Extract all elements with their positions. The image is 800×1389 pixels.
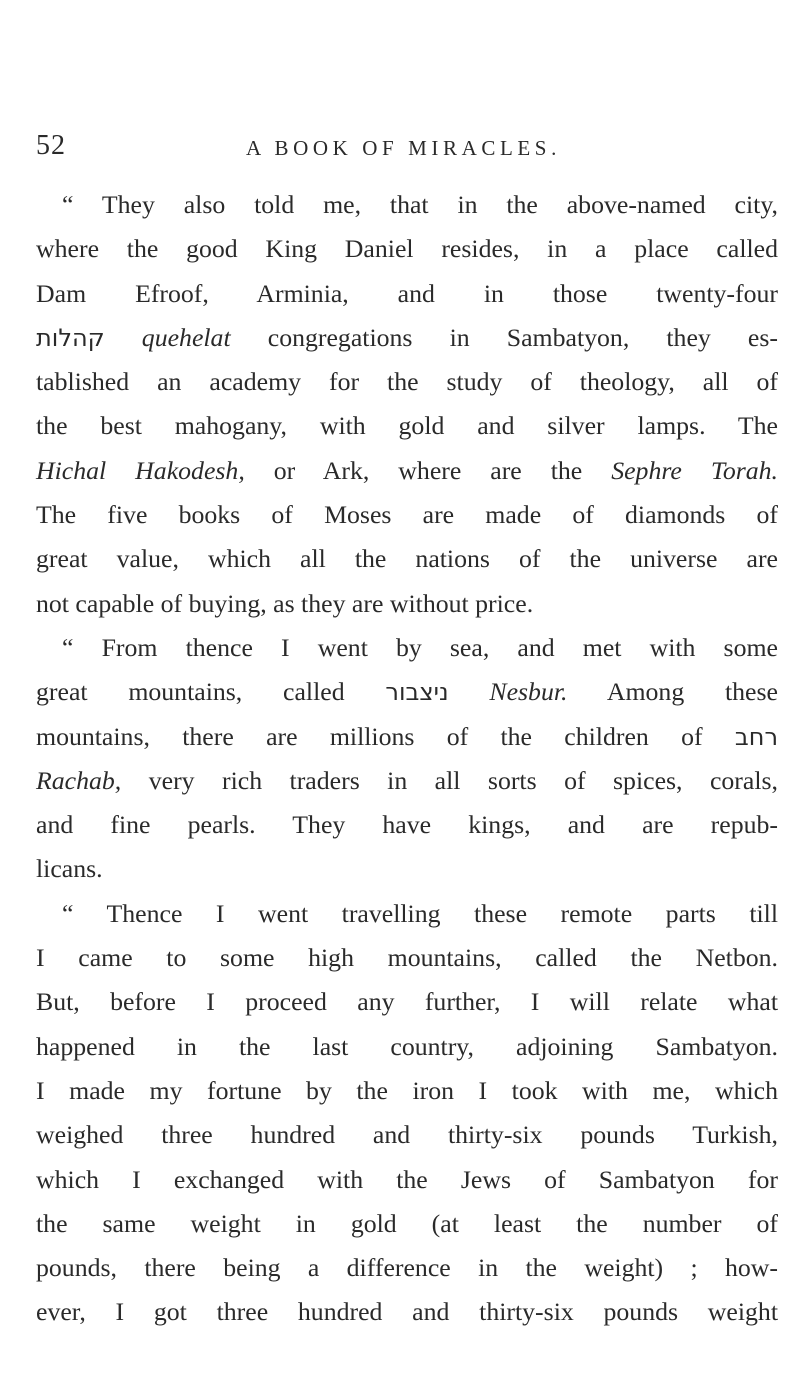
italic-word: Nesbur. — [489, 677, 568, 707]
text-line: “ From thence I went by sea, and met with some — [62, 632, 778, 662]
text-line — [36, 449, 778, 493]
italic-word: quehelat — [141, 322, 231, 352]
text-line: The five books of Moses are made of diamonds of — [36, 500, 778, 530]
page-header — [36, 130, 776, 170]
text-segment: great mountains, called — [36, 677, 345, 707]
text-line: But, before I proceed any further, I will relate what — [36, 987, 778, 1017]
text-segment: Among these — [606, 677, 778, 707]
text-line — [36, 715, 778, 759]
text-line: pounds, there being a difference in the weight) ; how- — [36, 1253, 778, 1283]
italic-word: Rachab, — [36, 765, 122, 795]
italic-phrase: Sephre Torah. — [611, 455, 778, 485]
text-line: I made my fortune by the iron I took with me, which — [36, 1075, 778, 1105]
text-line: happened in the last country, adjoining Sambatyon. — [36, 1031, 778, 1061]
text-line: tablished an academy for the study of theology, all of — [36, 367, 778, 397]
text-line: “ They also told me, that in the above-named city, — [62, 190, 778, 219]
body-text — [36, 183, 778, 1335]
text-line: where the good King Daniel resides, in a place called — [36, 234, 778, 264]
text-segment: congregations in Sambatyon, they es- — [267, 322, 778, 352]
running-title: A BOOK OF MIRACLES. — [246, 136, 561, 160]
text-line — [36, 316, 778, 360]
hebrew-word: רחב — [734, 722, 778, 751]
hebrew-word: ניצבור — [385, 678, 449, 707]
text-line: weighed three hundred and thirty-six pounds Turkish, — [36, 1120, 778, 1150]
text-line: Dam Efroof, Arminia, and in those twenty-four — [36, 278, 778, 308]
hebrew-word: קהלות — [36, 323, 105, 352]
text-line: licans. — [36, 854, 103, 884]
italic-phrase: Hichal Hakodesh, — [36, 455, 245, 485]
text-line: great value, which all the nations of the universe are — [36, 544, 778, 574]
text-line: ever, I got three hundred and thirty-six pounds weight — [36, 1297, 778, 1327]
text-line: not capable of buying, as they are without price. — [36, 588, 534, 618]
page-number: 52 — [36, 130, 66, 161]
text-line — [36, 759, 778, 803]
text-line: “ Thence I went travelling these remote parts till — [62, 898, 778, 928]
text-segment: mountains, there are millions of the children of — [36, 721, 703, 751]
text-line: I came to some high mountains, called the Netbon. — [36, 943, 778, 973]
text-line: the best mahogany, with gold and silver lamps. The — [36, 411, 778, 441]
text-line: and fine pearls. They have kings, and are repub- — [36, 810, 778, 840]
text-segment: very rich traders in all sorts of spices, corals, — [148, 765, 778, 795]
text-line: the same weight in gold (at least the number of — [36, 1208, 778, 1238]
text-segment: or Ark, where are the — [273, 455, 583, 485]
text-line — [36, 670, 778, 714]
text-line: which I exchanged with the Jews of Sambatyon for — [36, 1164, 778, 1194]
